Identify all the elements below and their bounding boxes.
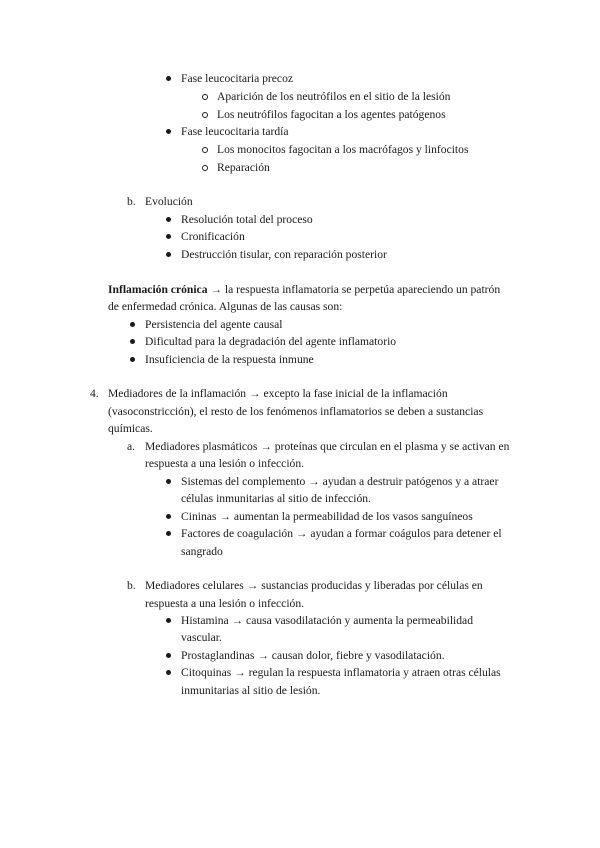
list-item: Cronificación bbox=[181, 228, 245, 246]
paragraph-cronica: Inflamación crónica → la respuesta inflamatoria se perpetúa apareciendo un patrón bbox=[108, 283, 501, 296]
list-item: Sistemas del complemento → ayudan a destruir patógenos y a atraer bbox=[181, 473, 498, 491]
list-item: Citoquinas → regulan la respuesta inflamatoria y atraen otras células bbox=[181, 664, 501, 682]
list-item-continuation: células inmunitarias al sitio de infección. bbox=[181, 492, 371, 505]
list-item: Aparición de los neutrófilos en el sitio de la lesión bbox=[217, 88, 450, 106]
list-item: Cininas → aumentan la permeabilidad de los vasos sanguíneos bbox=[181, 508, 473, 526]
paragraph-line: químicas. bbox=[108, 422, 153, 435]
list-item: Dificultad para la degradación del agente inflamatorio bbox=[145, 333, 396, 351]
paragraph-line: respuesta a una lesión o infección. bbox=[145, 457, 305, 470]
list-item bbox=[181, 123, 289, 141]
list-item-continuation: vascular. bbox=[181, 631, 222, 644]
paragraph-line: respuesta a una lesión o infección. bbox=[145, 597, 305, 610]
list-item: Factores de coagulación → ayudan a formar coágulos para detener el bbox=[181, 525, 502, 543]
list-item: Resolución total del proceso bbox=[181, 211, 313, 229]
list-marker: b. bbox=[127, 195, 136, 208]
list-item: Los neutrófilos fagocitan a los agentes patógenos bbox=[217, 106, 446, 124]
paragraph-line: Mediadores plasmáticos → proteínas que circulan en el plasma y se activan en bbox=[145, 440, 510, 453]
list-item: Destrucción tisular, con reparación posterior bbox=[181, 246, 387, 264]
term-cronica: Inflamación crónica bbox=[108, 283, 208, 296]
fase-tardia-label: Fase leucocitaria tardía bbox=[181, 125, 289, 138]
list-marker: a. bbox=[127, 440, 136, 453]
list-item: Histamina → causa vasodilatación y aumenta la permeabilidad bbox=[181, 612, 473, 630]
list-item: Reparación bbox=[217, 159, 270, 177]
fase-precoz-label: Fase leucocitaria precoz bbox=[181, 72, 294, 85]
list-item: Los monocitos fagocitan a los macrófagos y linfocitos bbox=[217, 141, 468, 159]
paragraph-line: Mediadores de la inflamación → excepto la fase inicial de la inflamación bbox=[108, 387, 448, 400]
section-heading-evolucion: Evolución bbox=[145, 195, 193, 208]
list-item: Prostaglandinas → causan dolor, fiebre y vasodilatación. bbox=[181, 647, 445, 665]
list-item: Insuficiencia de la respuesta inmune bbox=[145, 351, 314, 369]
list-marker: b. bbox=[127, 579, 136, 592]
paragraph-line: (vasoconstricción), el resto de los fenómenos inflamatorios se deben a sustancias bbox=[108, 405, 484, 418]
list-item-continuation: inmunitarias al sitio de lesión. bbox=[181, 684, 321, 697]
paragraph-line: de enfermedad crónica. Algunas de las causas son: bbox=[108, 300, 343, 313]
list-item bbox=[181, 70, 293, 88]
list-marker: 4. bbox=[90, 387, 99, 400]
paragraph-line: Mediadores celulares → sustancias producidas y liberadas por células en bbox=[145, 579, 483, 592]
list-item-continuation: sangrado bbox=[181, 545, 223, 558]
list-item: Persistencia del agente causal bbox=[145, 316, 282, 334]
